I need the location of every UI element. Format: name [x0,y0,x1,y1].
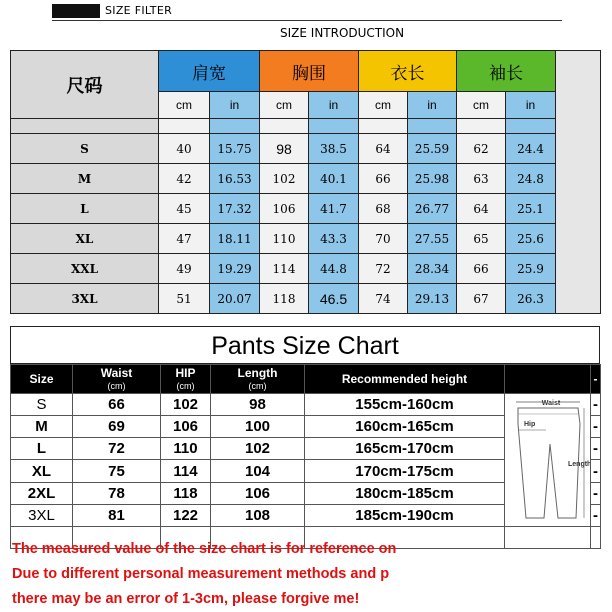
value-cell: 64 [457,194,506,224]
size-column-label: 尺码 [11,51,159,119]
unit-cell: cm [457,92,506,119]
dash-cell: - [591,394,601,416]
value-cell: 25.59 [408,134,457,164]
dash-cell: - [591,504,601,526]
length-cell: 108 [211,504,305,526]
recommended-height-header: Recommended height [305,365,505,394]
waist-cell: 81 [73,504,161,526]
height-cell: 155cm-160cm [305,394,505,416]
value-cell: 41.7 [309,194,359,224]
top-size-chart [10,50,601,314]
value-cell: 26.3 [506,284,556,314]
header-divider [52,20,562,21]
unit-cell: cm [359,92,408,119]
value-cell: 46.5 [309,284,359,314]
value-cell: 27.55 [408,224,457,254]
waist-cell: 78 [73,482,161,504]
size-filter-label: SIZE FILTER [105,4,173,17]
value-cell: 47 [159,224,210,254]
length-cell: 106 [211,482,305,504]
value-cell: 118 [260,284,309,314]
length-cell: 98 [211,394,305,416]
length-header: 衣长 [359,51,457,92]
hip-header: HIP (cm) [161,365,211,394]
value-cell: 26.77 [408,194,457,224]
table-row [11,134,601,164]
waist-cell: 69 [73,416,161,438]
value-cell: 25.9 [506,254,556,284]
value-cell: 51 [159,284,210,314]
size-cell: XL [11,224,159,254]
value-cell: 17.32 [210,194,260,224]
unit-cell: in [309,92,359,119]
size-cell: M [11,164,159,194]
unit-cell: in [210,92,260,119]
value-cell: 106 [260,194,309,224]
table-row [11,194,601,224]
value-cell: 29.13 [408,284,457,314]
length-header: Length (cm) [211,365,305,394]
size-introduction-title: SIZE INTRODUCTION [280,26,405,40]
size-cell: 2XL [11,482,73,504]
table-row [11,224,601,254]
value-cell: 44.8 [309,254,359,284]
value-cell: 72 [359,254,408,284]
redacted-logo [52,4,100,18]
table-row [11,284,601,314]
hip-cell: 114 [161,460,211,482]
note-line-1: The measured value of the size chart is for reference on [12,541,397,557]
size-cell: 3XL [11,284,159,314]
diagram-length-label: Length [567,461,590,468]
value-cell: 102 [260,164,309,194]
dash-cell: - [591,460,601,482]
hip-cell: 110 [161,438,211,460]
value-cell: 45 [159,194,210,224]
waist-header: Waist (cm) [73,365,161,394]
shoulder-width-header: 肩宽 [159,51,260,92]
dash-header: - [591,365,601,394]
size-header: Size [11,365,73,394]
pants-diagram-icon [506,394,590,522]
height-cell: 185cm-190cm [305,504,505,526]
height-cell: 170cm-175cm [305,460,505,482]
length-cell: 100 [211,416,305,438]
waist-cell: 66 [73,394,161,416]
pants-size-table [10,364,601,549]
table-row [11,254,601,284]
value-cell: 62 [457,134,506,164]
height-cell: 165cm-170cm [305,438,505,460]
value-cell: 18.11 [210,224,260,254]
height-cell: 160cm-165cm [305,416,505,438]
diagram-waist-label: Waist [541,400,560,407]
hip-cell: 102 [161,394,211,416]
unit-cell: in [506,92,556,119]
value-cell: 74 [359,284,408,314]
length-cell: 102 [211,438,305,460]
value-cell: 25.1 [506,194,556,224]
table-row [11,394,601,416]
unit-cell: in [408,92,457,119]
size-cell: XXL [11,254,159,284]
value-cell: 19.29 [210,254,260,284]
size-cell: L [11,194,159,224]
value-cell: 16.53 [210,164,260,194]
value-cell: 110 [260,224,309,254]
value-cell: 25.98 [408,164,457,194]
diagram-hip-label: Hip [523,421,535,428]
value-cell: 24.4 [506,134,556,164]
value-cell: 24.8 [506,164,556,194]
value-cell: 38.5 [309,134,359,164]
value-cell: 98 [260,134,309,164]
value-cell: 65 [457,224,506,254]
note-line-3: there may be an error of 1-3cm, please forgive me! [12,591,360,607]
size-cell: M [11,416,73,438]
size-cell: S [11,134,159,164]
length-cell: 104 [211,460,305,482]
value-cell: 43.3 [309,224,359,254]
note-line-2: Due to different personal measurement methods and p [12,566,390,582]
waist-cell: 75 [73,460,161,482]
value-cell: 66 [359,164,408,194]
unit-cell: cm [159,92,210,119]
spacer-row [11,119,601,134]
right-filler-column [556,51,601,314]
value-cell: 28.34 [408,254,457,284]
waist-cell: 72 [73,438,161,460]
value-cell: 63 [457,164,506,194]
hip-cell: 118 [161,482,211,504]
size-cell: XL [11,460,73,482]
value-cell: 42 [159,164,210,194]
unit-cell: cm [260,92,309,119]
size-cell: S [11,394,73,416]
diagram-header [505,365,591,394]
hip-cell: 106 [161,416,211,438]
height-cell: 180cm-185cm [305,482,505,504]
pants-header-row [11,365,601,394]
dash-cell: - [591,416,601,438]
value-cell: 68 [359,194,408,224]
size-cell: L [11,438,73,460]
table-row [11,164,601,194]
value-cell: 25.6 [506,224,556,254]
size-cell: 3XL [11,504,73,526]
hip-cell: 122 [161,504,211,526]
value-cell: 40.1 [309,164,359,194]
dash-cell: - [591,438,601,460]
pants-chart-title: Pants Size Chart [10,326,600,364]
value-cell: 49 [159,254,210,284]
value-cell: 15.75 [210,134,260,164]
value-cell: 114 [260,254,309,284]
sleeve-header: 袖长 [457,51,556,92]
value-cell: 64 [359,134,408,164]
value-cell: 66 [457,254,506,284]
chest-header: 胸围 [260,51,359,92]
value-cell: 40 [159,134,210,164]
dash-cell: - [591,482,601,504]
value-cell: 67 [457,284,506,314]
value-cell: 20.07 [210,284,260,314]
value-cell: 70 [359,224,408,254]
pants-diagram-cell [505,394,591,527]
